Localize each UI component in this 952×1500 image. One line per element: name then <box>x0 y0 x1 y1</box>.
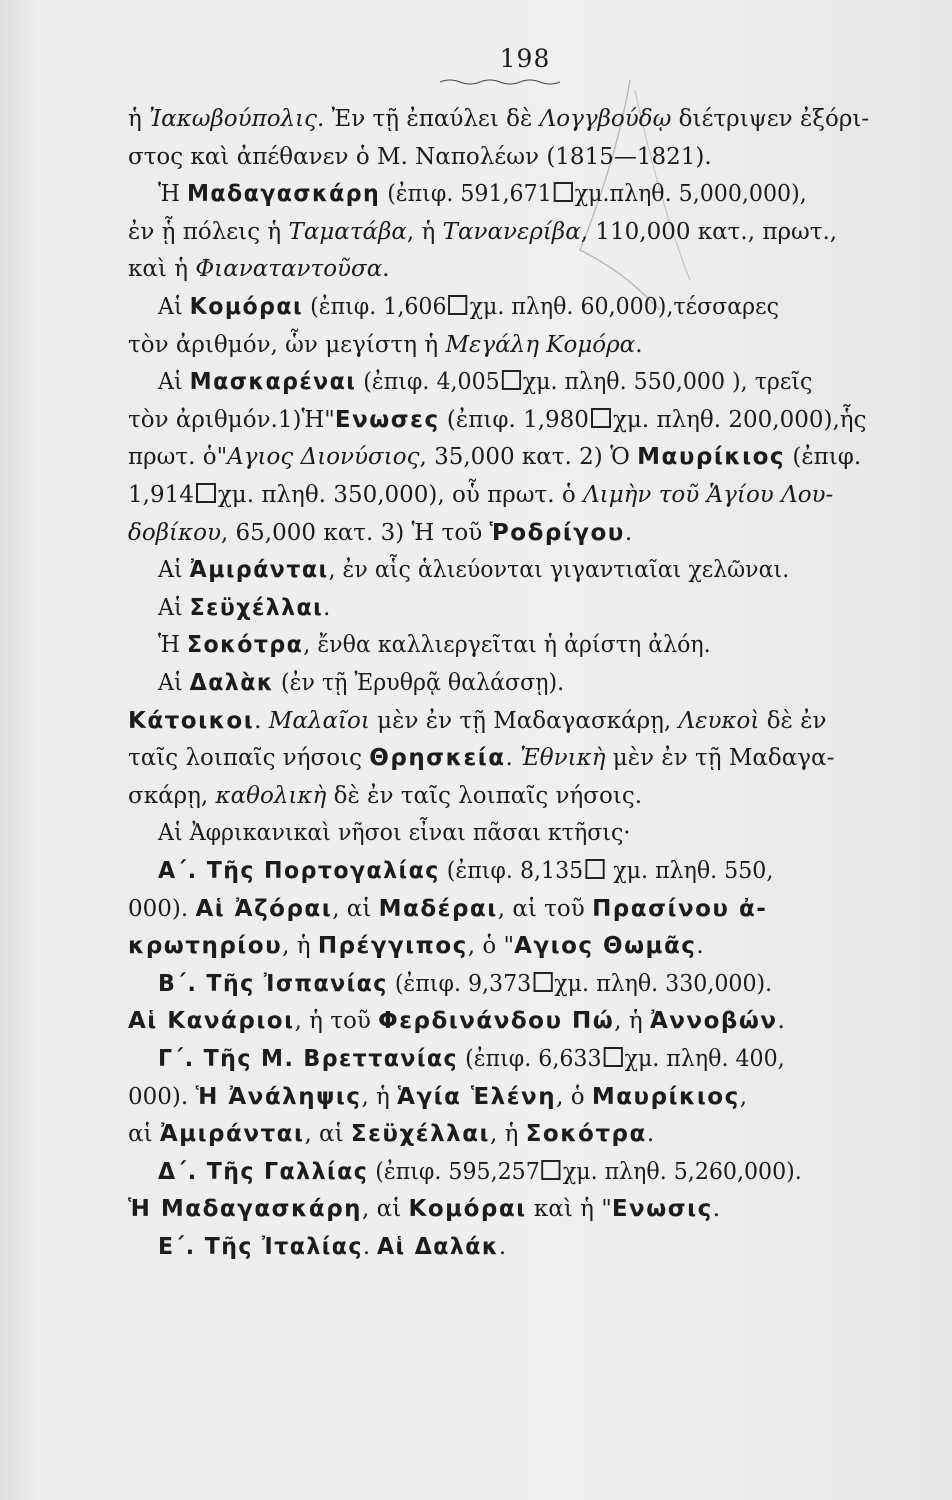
bold-term: Μασκαρέναι <box>189 369 357 396</box>
text-run: μὲν ἐν τῇ Μαδαγασκάρῃ, <box>369 707 679 734</box>
text-run: ἡ <box>128 106 150 132</box>
text-run: . <box>254 707 269 734</box>
text-run: χμ. πληθ. 330,000). <box>554 970 773 997</box>
bold-term: Κομόραι <box>189 294 304 320</box>
text-run: . <box>362 1234 377 1260</box>
bold-term: κρωτηρίου <box>128 933 283 960</box>
bold-term: Ἡ Μαδαγασκάρη <box>128 1196 363 1223</box>
text-run: , αἱ <box>362 1196 409 1223</box>
text-line <box>158 555 888 585</box>
italic-term: Ἐθνικὴ <box>520 745 606 772</box>
text-run: ταῖς λοιπαῖς νήσοις <box>128 745 370 772</box>
text-run: , ἡ <box>406 218 443 245</box>
text-run: . <box>696 933 704 960</box>
text-line <box>158 1232 888 1262</box>
bold-term: Φερδινάνδου Πώ <box>378 1008 615 1035</box>
italic-term: Φιαναταντοῦσα <box>195 256 383 283</box>
text-run: χμ. πληθ. 400, <box>624 1046 785 1072</box>
text-line <box>128 330 888 360</box>
text-run: δὲ ἐν ταῖς λοιπαῖς νήσοις. <box>326 782 643 809</box>
bold-term: Σεϋχέλλαι <box>350 1121 490 1148</box>
text-run: Αἱ <box>158 670 190 696</box>
text-run: . <box>323 594 331 621</box>
text-run: . <box>635 331 643 358</box>
page-number: 198 <box>499 44 551 73</box>
square-unit-icon <box>542 1160 561 1180</box>
bold-term: Σοκότρα <box>186 632 304 659</box>
text-run: (ἐπιφ. 9,373 <box>387 970 532 997</box>
text-run: Αἱ <box>158 557 190 584</box>
page-number-ornament <box>440 78 560 86</box>
text-line <box>158 668 888 698</box>
text-run: τὸν ἀριθμόν.1)Ἡ" <box>128 406 335 433</box>
text-run: χμ. πληθ. 550, <box>606 858 774 884</box>
text-line <box>158 856 888 886</box>
text-run: χμ. πληθ. 5,260,000). <box>562 1158 802 1185</box>
text-line <box>158 818 888 848</box>
text-run: (ἐπιφ. 1,980 <box>439 406 589 433</box>
bold-term: Μαδέραι <box>378 895 498 922</box>
square-unit-icon <box>196 483 216 503</box>
bold-term: Ἡ Ἀνάληψις <box>195 1083 362 1110</box>
text-run: διέτριψεν ἐξόρι- <box>671 106 870 132</box>
text-run: (ἐπιφ. 6,633 <box>458 1046 602 1072</box>
text-run: , <box>739 1083 748 1110</box>
text-run: Αἱ Ἀφρικανικαὶ νῆσοι εἶναι πᾶσαι κτῆσις· <box>158 820 631 847</box>
text-line <box>128 442 888 472</box>
text-line <box>158 1157 888 1187</box>
italic-term: Αγιος Διονύσιος <box>227 444 420 471</box>
bold-term: Πρέγγιπος <box>317 933 468 960</box>
square-unit-icon <box>448 295 467 315</box>
bold-term: Δαλὰκ <box>189 670 274 696</box>
text-line <box>158 969 888 999</box>
text-run: 1,914 <box>128 482 194 508</box>
italic-term: Τανανερίβα <box>442 218 581 245</box>
text-run: . <box>712 1196 721 1223</box>
text-run: (ἐν τῇ Ἐρυθρᾷ θαλάσσῃ). <box>273 670 565 696</box>
text-run: (ἐπιφ. <box>785 444 862 471</box>
italic-term: δοβίκου <box>128 519 221 546</box>
text-line <box>128 706 888 736</box>
square-unit-icon <box>591 408 611 428</box>
square-unit-icon <box>554 182 573 202</box>
text-line <box>128 480 888 510</box>
text-run: χμ. πληθ. 60,000),τέσσαρες <box>469 294 779 320</box>
square-unit-icon <box>533 972 552 992</box>
text-run: , 110,000 κατ., πρωτ., <box>580 218 838 245</box>
text-run: αἱ <box>128 1121 160 1148</box>
text-run: , αἱ τοῦ <box>497 895 593 922</box>
bold-term: Ἁγία Ἑλένη <box>397 1083 557 1110</box>
text-run: δὲ ἐν <box>759 707 827 734</box>
bold-term: Σοκότρα <box>525 1121 647 1148</box>
bold-term: Αἱ Ἀζόραι <box>195 895 333 922</box>
text-line <box>128 1006 888 1036</box>
italic-term: Μεγάλη Κομόρα <box>445 331 636 358</box>
text-run: , ὁ <box>556 1083 592 1110</box>
text-run: , ὁ " <box>467 933 515 960</box>
text-run: . <box>382 256 390 283</box>
text-line <box>128 781 888 811</box>
square-unit-icon <box>603 1047 622 1067</box>
text-run: , ἔνθα καλλιεργεῖται ἡ ἀρίστη ἀλόη. <box>303 632 711 659</box>
text-run: , 65,000 κατ. 3) Ἡ τοῦ <box>220 519 490 546</box>
italic-term: Λογγβούδῳ <box>539 106 672 132</box>
text-run: Αἱ <box>158 594 190 621</box>
text-line <box>128 254 888 284</box>
text-run: χμ.πληθ. 5,000,000), <box>574 181 807 208</box>
bold-term: Αἱ Δαλάκ <box>377 1234 500 1260</box>
text-run: 000). <box>128 895 196 922</box>
italic-term: καθολικὴ <box>215 782 327 809</box>
bold-term: Κάτοικοι <box>128 707 255 734</box>
text-line <box>128 743 888 773</box>
text-line <box>128 1194 888 1224</box>
text-run: , ἡ <box>282 933 318 960</box>
text-run: χμ. πληθ. 200,000),ἧς <box>612 406 867 433</box>
text-line <box>128 104 888 134</box>
bold-term: Πρασίνου ἀ- <box>592 895 768 922</box>
bold-term: Ἀμιράνται <box>159 1121 305 1148</box>
square-unit-icon <box>585 859 604 879</box>
text-line <box>128 1119 888 1149</box>
bold-term: Β΄. Τῆς Ἰσπανίας <box>158 970 388 997</box>
text-run: . <box>777 1008 785 1035</box>
text-run: ἐν ᾗ πόλεις ἡ <box>128 218 289 245</box>
bold-term: Ἀμιράνται <box>189 557 329 584</box>
bold-term: Κομόραι <box>408 1196 527 1223</box>
text-run: . <box>505 745 521 772</box>
text-line <box>158 179 888 209</box>
text-run: στος καὶ ἀπέθανεν ὁ Μ. Ναπολέων (1815—1821). <box>128 143 712 170</box>
text-run: 000). <box>128 1083 196 1110</box>
bold-term: Γ΄. Τῆς Μ. Βρεττανίας <box>158 1046 459 1072</box>
text-line <box>158 292 888 322</box>
italic-term: Μαλαῖοι <box>268 707 370 734</box>
text-run: πρωτ. ὁ" <box>128 444 228 471</box>
text-run: χμ. πληθ. 550,000 ), τρεῖς <box>522 369 813 396</box>
text-run: , ἐν αἷς ἁλιεύονται γιγαντιαῖαι χελῶναι. <box>328 557 790 584</box>
bold-term: Θρησκεία <box>369 745 506 772</box>
text-line <box>128 894 888 924</box>
text-line <box>158 630 888 660</box>
italic-term: Λευκοὶ <box>678 707 760 734</box>
text-line <box>128 142 888 172</box>
bold-term: Μαυρίκιος <box>591 1083 740 1110</box>
text-run: (ἐπιφ. 1,606 <box>303 294 447 320</box>
text-run: (ἐπιφ. 4,005 <box>356 369 500 396</box>
italic-term: Ἰακωβούπολις <box>149 106 318 132</box>
text-run: χμ. πληθ. 350,000), οὗ πρωτ. ὁ <box>217 482 584 508</box>
text-run: . <box>499 1234 507 1260</box>
text-run: Αἱ <box>158 294 190 320</box>
bold-term: Μαδαγασκάρη <box>186 181 381 208</box>
text-line <box>128 217 888 247</box>
bold-term: Αἱ Κανάριοι <box>128 1008 295 1035</box>
bold-term: Ε΄. Τῆς Ἰταλίας <box>158 1234 363 1260</box>
text-run: σκάρῃ, <box>128 782 216 809</box>
text-run: , ἡ <box>614 1008 650 1035</box>
bold-term: Αγιος Θωμᾶς <box>514 933 697 960</box>
text-run: καὶ ἡ <box>128 256 196 283</box>
text-run: . <box>624 519 633 546</box>
text-run: , ἡ <box>489 1121 526 1148</box>
text-run: , ἡ <box>361 1083 398 1110</box>
bold-term: Δ΄. Τῆς Γαλλίας <box>158 1158 369 1185</box>
text-run: . Ἐν τῇ ἐπαύλει δὲ <box>317 106 540 132</box>
text-run: Ἡ <box>158 181 187 208</box>
text-line <box>158 367 888 397</box>
bold-term: Ῥοδρίγου <box>489 519 625 546</box>
text-line <box>128 1082 888 1112</box>
text-run: (ἐπιφ. 591,671 <box>380 181 552 208</box>
text-run: μὲν ἐν τῇ Μαδαγα- <box>605 745 835 772</box>
bold-term: Ἀννοβών <box>649 1008 778 1035</box>
square-unit-icon <box>502 370 521 390</box>
text-run: καὶ ἡ " <box>526 1196 612 1223</box>
bold-term: Σεϋχέλλαι <box>189 594 324 621</box>
text-run: , 35,000 κατ. 2) Ὁ <box>419 444 638 471</box>
text-run: Ἡ <box>158 632 187 659</box>
text-line <box>128 405 888 435</box>
text-run: . <box>646 1121 655 1148</box>
text-run: , αἱ <box>332 895 379 922</box>
text-run: Αἱ <box>158 369 190 396</box>
italic-term: Λιμὴν τοῦ Ἁγίου Λου- <box>583 482 834 508</box>
bold-term: Ενωσις <box>611 1196 713 1223</box>
text-run: , αἱ <box>304 1121 351 1148</box>
italic-term: Ταματάβα <box>288 218 407 245</box>
text-line <box>128 518 888 548</box>
text-run: τὸν ἀριθμόν, ὧν μεγίστη ἡ <box>128 331 446 358</box>
text-run: (ἐπιφ. 595,257 <box>368 1158 540 1185</box>
bold-term: Μαυρίκιος <box>637 444 786 471</box>
text-line <box>158 1044 888 1074</box>
bold-term: Α΄. Τῆς Πορτογαλίας <box>158 858 440 884</box>
text-run: (ἐπιφ. 8,135 <box>439 858 584 884</box>
text-line <box>158 593 888 623</box>
bold-term: Ενωσες <box>334 406 440 433</box>
text-run: , ἡ τοῦ <box>294 1008 379 1035</box>
text-line <box>128 931 888 961</box>
